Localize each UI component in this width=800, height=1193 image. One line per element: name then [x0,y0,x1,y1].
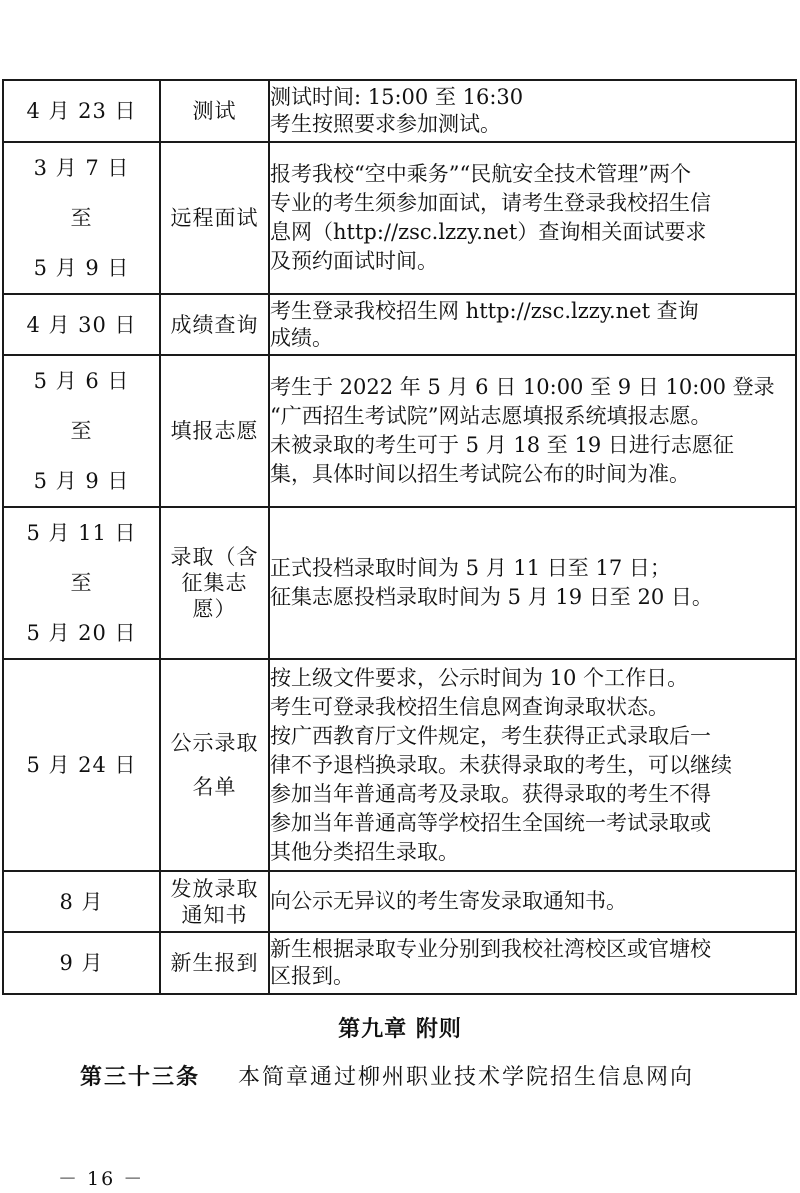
event-text: 愿） [192,597,237,621]
date-cell [3,294,160,355]
event-cell [160,142,269,294]
description-line: “广西招生考试院”网站志愿填报系统填报志愿。 [270,404,712,428]
event-cell [160,294,269,355]
description-line: 参加当年普通高考及录取。获得录取的考生不得 [270,781,711,806]
table-row [3,355,796,507]
date-text: 3 月 7 日 [33,156,130,180]
event-text: 录取（含 [170,545,259,569]
description-line: 按上级文件要求，公示时间为 10 个工作日。 [270,665,689,690]
date-text: 至 [70,206,93,230]
event-text: 填报志愿 [170,419,259,443]
description-line: 参加当年普通高等学校招生全国统一考试录取或 [270,810,711,835]
description-cell [269,142,796,294]
date-text: 5 月 24 日 [26,753,137,777]
description-line: 测试时间: 15:00 至 16:30 [270,85,524,109]
description-line: 专业的考生须参加面试，请考生登录我校招生信 [270,191,711,215]
date-text: 5 月 20 日 [26,621,137,645]
description-cell [269,932,796,994]
table-row [3,142,796,294]
date-text: 至 [70,419,93,443]
date-text: 5 月 11 日 [26,521,137,545]
date-cell [3,80,160,142]
description-line: 区报到。 [270,964,354,988]
date-cell [3,355,160,507]
event-cell [160,659,269,871]
event-text: 新生报到 [170,951,259,975]
description-cell [269,871,796,932]
description-line: 考生可登录我校招生信息网查询录取状态。 [270,694,669,719]
description-line: 息网（http://zsc.lzzy.net）查询相关面试要求 [270,220,707,244]
table-row [3,871,796,932]
chapter-heading: 第九章 附则 [338,1017,462,1042]
event-text: 公示录取 [170,731,259,755]
description-cell [269,294,796,355]
description-line: 新生根据录取专业分别到我校社湾校区或官塘校 [270,937,711,961]
description-cell [269,659,796,871]
article-paragraph [80,1060,795,1091]
table-row [3,932,796,994]
page-number: － 16 － [58,1168,145,1190]
event-cell [160,80,269,142]
table-row [3,294,796,355]
event-text: 成绩查询 [170,312,259,337]
description-line: 成绩。 [270,325,333,350]
date-text: 8 月 [59,889,104,914]
table-row [3,659,796,871]
description-line: 向公示无异议的考生寄发录取通知书。 [270,889,627,913]
description-line: 征集志愿投档录取时间为 5 月 19 日至 20 日。 [270,585,713,609]
description-line: 未被录取的考生可于 5 月 18 至 19 日进行志愿征 [270,433,734,457]
description-line: 正式投档录取时间为 5 月 11 日至 17 日； [270,556,671,580]
description-cell [269,507,796,659]
event-text: 征集志 [181,571,248,595]
description-line: 集，具体时间以招生考试院公布的时间为准。 [270,462,690,486]
description-line: 按广西教育厅文件规定，考生获得正式录取后一 [270,723,711,748]
date-cell [3,932,160,994]
event-text: 名单 [192,775,237,799]
date-cell [3,507,160,659]
date-text: 4 月 23 日 [26,99,137,123]
date-text: 至 [70,571,93,595]
date-text: 9 月 [59,951,104,975]
event-text: 测试 [192,99,237,123]
date-text: 4 月 30 日 [26,312,137,337]
date-text: 5 月 9 日 [33,256,130,280]
event-cell [160,507,269,659]
description-line: 律不予退档换录取。未获得录取的考生，可以继续 [270,752,732,777]
description-cell [269,355,796,507]
date-cell [3,142,160,294]
event-cell [160,871,269,932]
description-line: 及预约面试时间。 [270,249,438,273]
date-text: 5 月 9 日 [33,469,130,493]
description-line: 其他分类招生录取。 [270,839,459,864]
description-line: 考生登录我校招生网 http://zsc.lzzy.net 查询 [270,298,699,323]
description-cell [269,80,796,142]
table-row [3,507,796,659]
article-text: 本简章通过柳州职业技术学院招生信息网向 [238,1065,695,1090]
event-text: 通知书 [181,902,248,927]
date-text: 5 月 6 日 [33,369,130,393]
table-row [3,80,796,142]
description-line: 考生按照要求参加测试。 [270,112,501,136]
description-line: 报考我校“空中乘务”“民航安全技术管理”两个 [270,162,691,186]
date-cell [3,659,160,871]
article-number: 第三十三条 [80,1065,201,1090]
event-text: 发放录取 [170,876,259,901]
event-text: 远程面试 [170,206,259,230]
event-cell [160,932,269,994]
admission-schedule-table [2,79,797,995]
description-line: 考生于 2022 年 5 月 6 日 10:00 至 9 日 10:00 登录 [270,375,775,399]
date-cell [3,871,160,932]
event-cell [160,355,269,507]
